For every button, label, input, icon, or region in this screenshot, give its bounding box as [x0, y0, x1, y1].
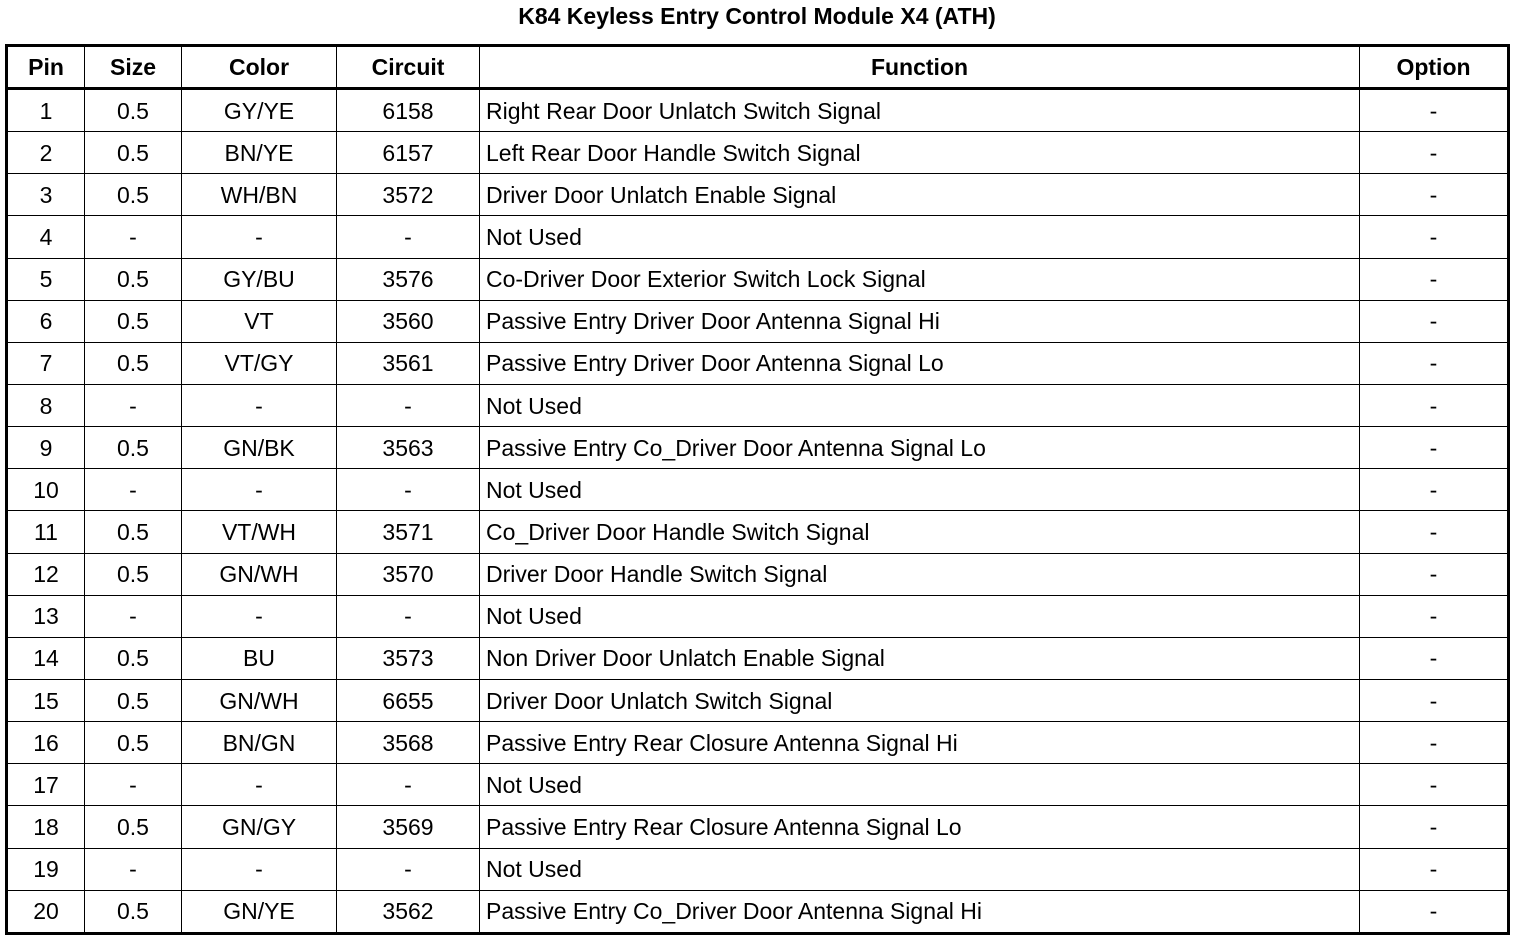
cell-color: GN/WH [182, 680, 337, 722]
cell-color: GN/GY [182, 806, 337, 848]
cell-circuit: 3561 [337, 342, 480, 384]
cell-color: WH/BN [182, 174, 337, 216]
cell-circuit: 3568 [337, 722, 480, 764]
table-header-row [7, 46, 1509, 89]
cell-circuit: 3563 [337, 427, 480, 469]
cell-color: - [182, 216, 337, 258]
cell-color: VT/WH [182, 511, 337, 553]
cell-function: Non Driver Door Unlatch Enable Signal [480, 637, 1360, 679]
table-row [7, 469, 1509, 511]
cell-pin: 11 [7, 511, 85, 553]
cell-circuit: - [337, 216, 480, 258]
cell-size: 0.5 [85, 132, 182, 174]
cell-circuit: - [337, 595, 480, 637]
cell-size: 0.5 [85, 511, 182, 553]
cell-option: - [1360, 300, 1509, 342]
cell-color: GY/YE [182, 89, 337, 132]
cell-color: VT [182, 300, 337, 342]
cell-option: - [1360, 848, 1509, 890]
cell-color: - [182, 764, 337, 806]
column-header-option: Option [1360, 46, 1509, 89]
cell-pin: 1 [7, 89, 85, 132]
cell-function: Not Used [480, 595, 1360, 637]
cell-option: - [1360, 216, 1509, 258]
cell-color: GN/WH [182, 553, 337, 595]
cell-pin: 10 [7, 469, 85, 511]
cell-circuit: - [337, 764, 480, 806]
cell-circuit: 3576 [337, 258, 480, 300]
table-row [7, 680, 1509, 722]
cell-function: Driver Door Unlatch Switch Signal [480, 680, 1360, 722]
cell-function: Co_Driver Door Handle Switch Signal [480, 511, 1360, 553]
cell-size: - [85, 385, 182, 427]
cell-option: - [1360, 680, 1509, 722]
cell-function: Not Used [480, 848, 1360, 890]
cell-size: - [85, 848, 182, 890]
cell-circuit: 3571 [337, 511, 480, 553]
cell-function: Passive Entry Driver Door Antenna Signal Lo [480, 342, 1360, 384]
cell-size: 0.5 [85, 174, 182, 216]
table-row [7, 258, 1509, 300]
column-header-color: Color [182, 46, 337, 89]
cell-option: - [1360, 132, 1509, 174]
table-row [7, 806, 1509, 848]
cell-color: BN/GN [182, 722, 337, 764]
cell-pin: 2 [7, 132, 85, 174]
cell-option: - [1360, 806, 1509, 848]
table-row [7, 511, 1509, 553]
cell-pin: 12 [7, 553, 85, 595]
cell-circuit: - [337, 848, 480, 890]
cell-color: BU [182, 637, 337, 679]
table-row [7, 722, 1509, 764]
cell-color: GN/YE [182, 890, 337, 933]
cell-pin: 20 [7, 890, 85, 933]
cell-circuit: - [337, 469, 480, 511]
cell-circuit: 3562 [337, 890, 480, 933]
cell-option: - [1360, 258, 1509, 300]
cell-pin: 6 [7, 300, 85, 342]
cell-option: - [1360, 174, 1509, 216]
table-row [7, 385, 1509, 427]
cell-size: 0.5 [85, 553, 182, 595]
cell-function: Co-Driver Door Exterior Switch Lock Signal [480, 258, 1360, 300]
cell-circuit: 6157 [337, 132, 480, 174]
cell-pin: 7 [7, 342, 85, 384]
table-row [7, 427, 1509, 469]
cell-option: - [1360, 427, 1509, 469]
cell-color: GN/BK [182, 427, 337, 469]
cell-size: - [85, 764, 182, 806]
table-body [7, 89, 1509, 934]
cell-pin: 19 [7, 848, 85, 890]
cell-option: - [1360, 595, 1509, 637]
cell-option: - [1360, 342, 1509, 384]
table-row [7, 553, 1509, 595]
cell-pin: 16 [7, 722, 85, 764]
table-row [7, 764, 1509, 806]
cell-color: VT/GY [182, 342, 337, 384]
column-header-function: Function [480, 46, 1360, 89]
cell-pin: 8 [7, 385, 85, 427]
cell-function: Not Used [480, 469, 1360, 511]
cell-pin: 4 [7, 216, 85, 258]
cell-function: Passive Entry Rear Closure Antenna Signal Hi [480, 722, 1360, 764]
cell-circuit: 6158 [337, 89, 480, 132]
cell-color: GY/BU [182, 258, 337, 300]
cell-option: - [1360, 89, 1509, 132]
cell-color: - [182, 469, 337, 511]
cell-size: 0.5 [85, 722, 182, 764]
table-row [7, 848, 1509, 890]
cell-circuit: 3570 [337, 553, 480, 595]
table-row [7, 595, 1509, 637]
cell-color: - [182, 848, 337, 890]
cell-circuit: 3569 [337, 806, 480, 848]
cell-function: Passive Entry Rear Closure Antenna Signal Lo [480, 806, 1360, 848]
cell-function: Right Rear Door Unlatch Switch Signal [480, 89, 1360, 132]
cell-option: - [1360, 764, 1509, 806]
cell-color: BN/YE [182, 132, 337, 174]
column-header-size: Size [85, 46, 182, 89]
cell-size: 0.5 [85, 806, 182, 848]
cell-pin: 9 [7, 427, 85, 469]
cell-size: 0.5 [85, 427, 182, 469]
cell-option: - [1360, 511, 1509, 553]
cell-circuit: 6655 [337, 680, 480, 722]
cell-function: Passive Entry Driver Door Antenna Signal Hi [480, 300, 1360, 342]
cell-circuit: 3573 [337, 637, 480, 679]
cell-pin: 17 [7, 764, 85, 806]
cell-circuit: 3572 [337, 174, 480, 216]
table-row [7, 890, 1509, 933]
cell-function: Not Used [480, 764, 1360, 806]
cell-size: 0.5 [85, 258, 182, 300]
cell-size: 0.5 [85, 300, 182, 342]
cell-circuit: 3560 [337, 300, 480, 342]
pinout-table [5, 44, 1510, 935]
cell-option: - [1360, 637, 1509, 679]
cell-function: Driver Door Handle Switch Signal [480, 553, 1360, 595]
cell-option: - [1360, 890, 1509, 933]
table-row [7, 174, 1509, 216]
cell-option: - [1360, 553, 1509, 595]
cell-size: - [85, 595, 182, 637]
table-row [7, 132, 1509, 174]
table-row [7, 89, 1509, 132]
cell-pin: 15 [7, 680, 85, 722]
cell-size: 0.5 [85, 680, 182, 722]
cell-function: Passive Entry Co_Driver Door Antenna Signal Lo [480, 427, 1360, 469]
cell-function: Not Used [480, 216, 1360, 258]
page-title: K84 Keyless Entry Control Module X4 (ATH) [518, 3, 996, 29]
table-row [7, 637, 1509, 679]
cell-option: - [1360, 385, 1509, 427]
table-row [7, 216, 1509, 258]
cell-size: - [85, 216, 182, 258]
cell-circuit: - [337, 385, 480, 427]
cell-function: Not Used [480, 385, 1360, 427]
cell-size: 0.5 [85, 890, 182, 933]
cell-pin: 3 [7, 174, 85, 216]
cell-size: 0.5 [85, 637, 182, 679]
cell-size: 0.5 [85, 342, 182, 384]
cell-color: - [182, 385, 337, 427]
cell-pin: 13 [7, 595, 85, 637]
cell-option: - [1360, 722, 1509, 764]
cell-pin: 5 [7, 258, 85, 300]
table-row [7, 342, 1509, 384]
cell-color: - [182, 595, 337, 637]
cell-function: Driver Door Unlatch Enable Signal [480, 174, 1360, 216]
cell-pin: 14 [7, 637, 85, 679]
cell-option: - [1360, 469, 1509, 511]
cell-size: 0.5 [85, 89, 182, 132]
table-row [7, 300, 1509, 342]
cell-function: Passive Entry Co_Driver Door Antenna Signal Hi [480, 890, 1360, 933]
cell-function: Left Rear Door Handle Switch Signal [480, 132, 1360, 174]
column-header-circuit: Circuit [337, 46, 480, 89]
cell-size: - [85, 469, 182, 511]
cell-pin: 18 [7, 806, 85, 848]
column-header-pin: Pin [7, 46, 85, 89]
